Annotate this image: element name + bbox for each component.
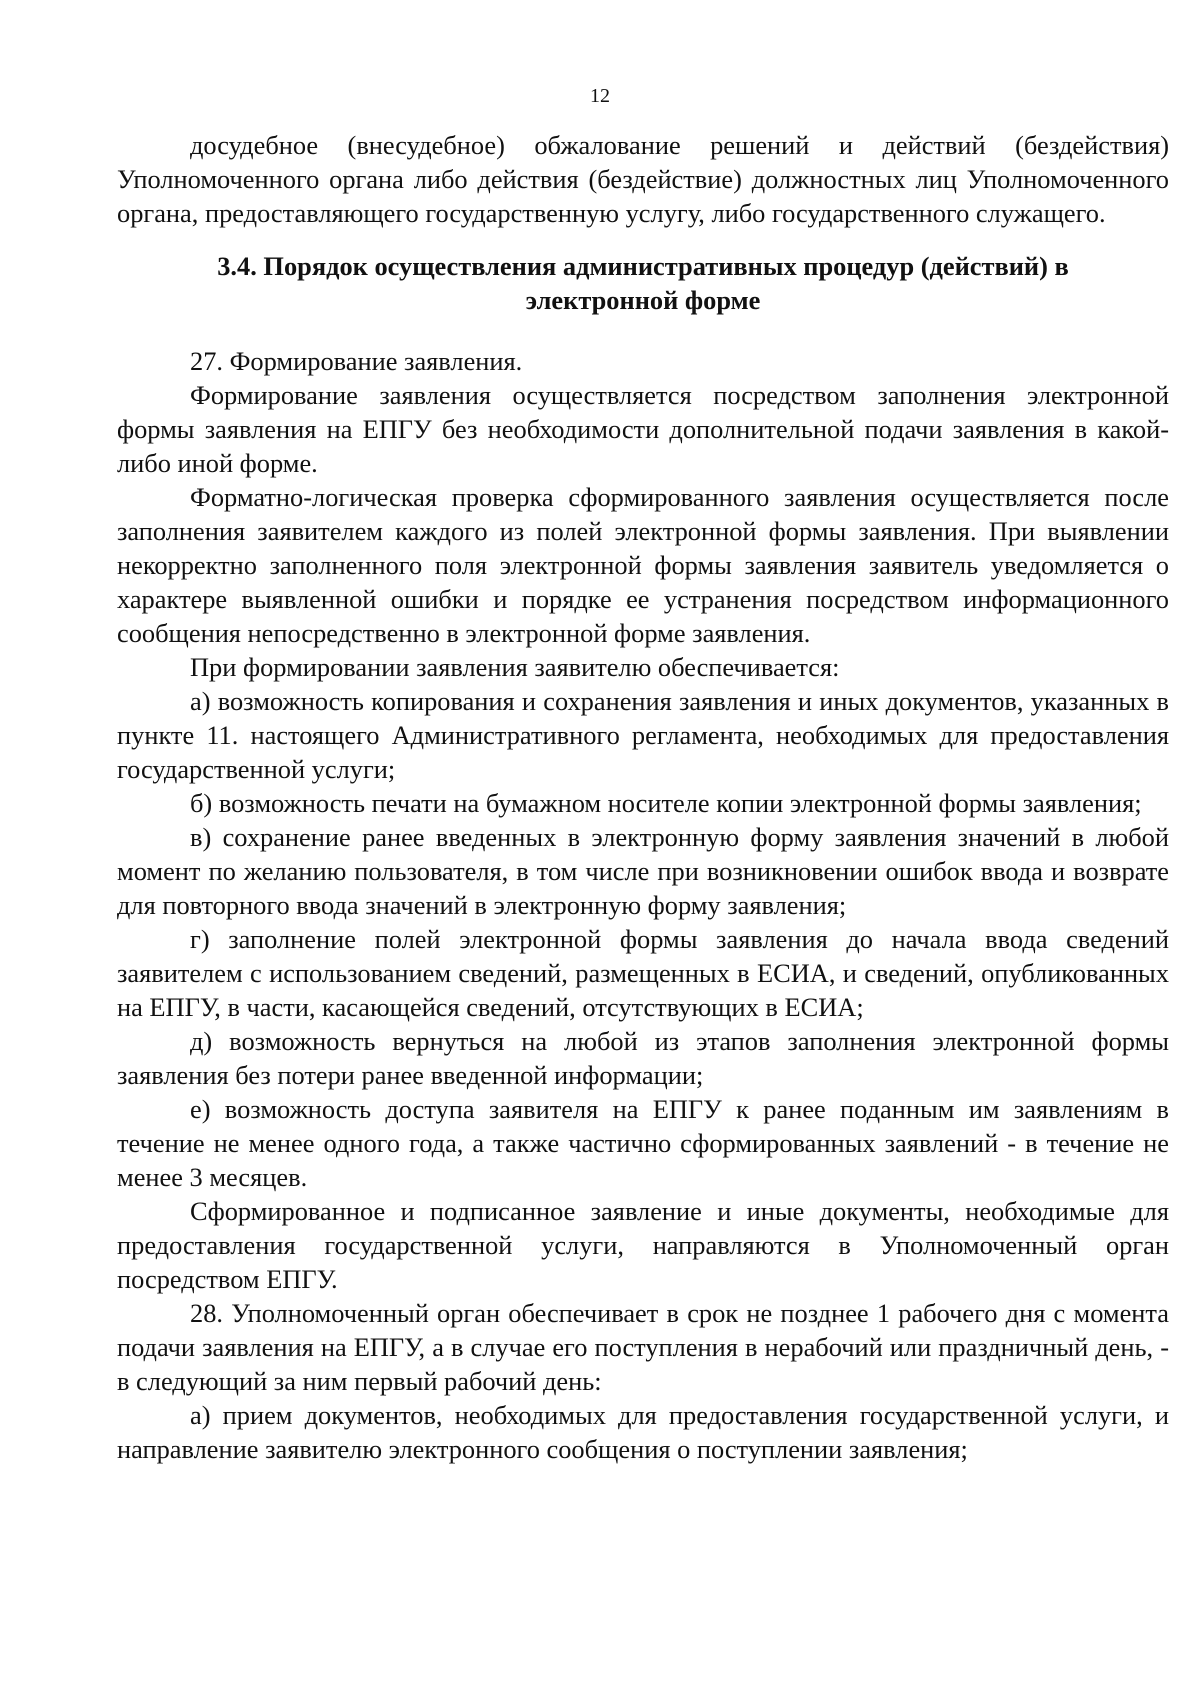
section-heading-line-1: 3.4. Порядок осуществления административных процедур (действий) в (217, 251, 1069, 281)
list-item-28-a: а) прием документов, необходимых для предоставления государственной услуги, и направление заявителю электронного сообщения о поступлении заявления; (117, 1400, 1169, 1464)
paragraph-submission: Сформированное и подписанное заявление и иные документы, необходимые для предоставления государственной услуги, направляются в Уполномоченный орган посредством ЕПГУ. (117, 1196, 1169, 1294)
list-item-d: д) возможность вернуться на любой из этапов заполнения электронной формы заявления без потери ранее введенной информации; (117, 1026, 1169, 1090)
paragraph-28: 28. Уполномоченный орган обеспечивает в срок не позднее 1 рабочего дня с момента подачи заявления на ЕПГУ, а в случае его поступления в нерабочий или праздничный день, - в следующий за ним первый рабочий день: (117, 1298, 1169, 1396)
list-item-e: е) возможность доступа заявителя на ЕПГУ к ранее поданным им заявлениям в течение не менее одного года, а также частично сформированных заявлений - в течение не менее 3 месяцев. (117, 1094, 1169, 1192)
section-heading-line-2: электронной форме (525, 285, 761, 315)
list-item-a: а) возможность копирования и сохранения заявления и иных документов, указанных в пункте 11. настоящего Административного регламента, необходимых для предоставления государственной услуги; (117, 686, 1169, 784)
page-number: 12 (590, 85, 610, 107)
list-item-b: б) возможность печати на бумажном носителе копии электронной формы заявления; (190, 788, 1142, 818)
paragraph-provisions-intro: При формировании заявления заявителю обеспечивается: (190, 652, 840, 682)
section-heading (117, 249, 1169, 317)
document-body (117, 128, 1169, 1466)
paragraph-format-check: Форматно-логическая проверка сформированного заявления осуществляется после заполнения заявителем каждого из полей электронной формы заявления. При выявлении некорректно заполненного поля электронной формы заявления заявитель уведомляется о характере выявленной ошибки и порядке ее устранения посредством информационного сообщения непосредственно в электронной форме заявления. (117, 482, 1169, 648)
list-item-g: г) заполнение полей электронной формы заявления до начала ввода сведений заявителем с использованием сведений, размещенных в ЕСИА, и сведений, опубликованных на ЕПГУ, в части, касающейся сведений, отсутствующих в ЕСИА; (117, 924, 1169, 1022)
list-item-v: в) сохранение ранее введенных в электронную форму заявления значений в любой момент по желанию пользователя, в том числе при возникновении ошибок ввода и возврате для повторного ввода значений в электронную форму заявления; (117, 822, 1169, 920)
paragraph-form-filling: Формирование заявления осуществляется посредством заполнения электронной формы заявления на ЕПГУ без необходимости дополнительной подачи заявления в какой-либо иной форме. (117, 380, 1169, 478)
paragraph-27-title: 27. Формирование заявления. (190, 346, 523, 376)
opening-paragraph: досудебное (внесудебное) обжалование решений и действий (бездействия) Уполномоченного органа либо действия (бездействие) должностных лиц Уполномоченного органа, предоставляющего государственную услугу, либо государственного служащего. (117, 130, 1169, 228)
